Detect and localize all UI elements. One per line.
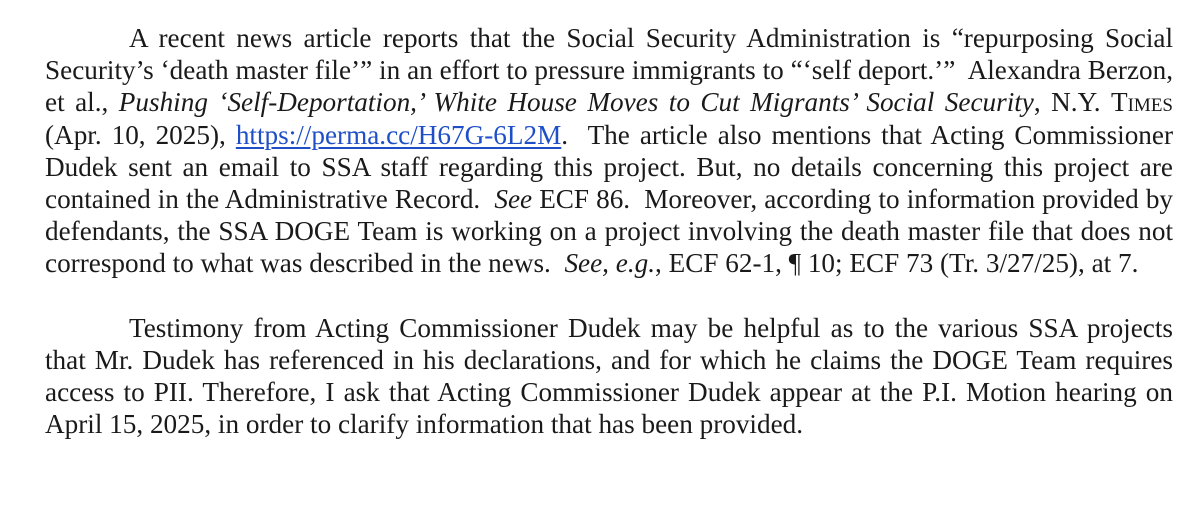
citation-authors: Alexandra Berzon, et al., <box>45 55 1174 118</box>
citation-period: . <box>561 119 569 150</box>
signal-see-eg: See, e.g. <box>564 248 656 279</box>
signal-see: See <box>494 184 533 215</box>
document-page <box>45 22 1173 440</box>
citation-publication-prefix: N.Y. <box>1051 87 1101 118</box>
perma-cc-link[interactable]: https://perma.cc/H67G-6L2M <box>235 119 562 150</box>
paragraph-news-article <box>45 22 1173 280</box>
citation-date: (Apr. 10, 2025), <box>45 119 226 150</box>
paragraph-testimony-request <box>45 312 1173 441</box>
sentence-email-mention: The article also mentions that Acting Commissioner Dudek sent an email to SSA staff regarding this project. But, no details concerning this project are contained in the Administrative Record. <box>45 119 1174 215</box>
reference-ecf-86: ECF 86. <box>539 184 631 215</box>
citation-publication-name: Times <box>1111 87 1174 118</box>
testimony-request-text: Testimony from Acting Commissioner Dudek may be helpful as to the various SSA projects that Mr. Dudek has referenced in his declarations, and for which he claims the DOGE Team requires access to PII. Therefore, I ask that Acting Commissioner Dudek appear at the P.I. Motion hearing on April 15, 2025, in order to clarify information that has been provided. <box>45 312 1173 440</box>
citation-comma: , <box>1033 87 1041 118</box>
sentence-doge-project: Moreover, according to information provided by defendants, the SSA DOGE Team is working on a project involving the death master file that does not correspond to what was described in the news. <box>45 184 1174 279</box>
citation-article-title: Pushing ‘Self-Deportation,’ White House Moves to Cut Migrants’ Social Security <box>118 87 1034 118</box>
sentence-news-report: A recent news article reports that the Social Security Administration is “repurposing Social Security’s ‘death master file’” in an effort to pressure immigrants to “‘self deport.’” <box>45 23 1173 86</box>
reference-ecf-62-73: , ECF 62-1, ¶ 10; ECF 73 (Tr. 3/27/25), at 7. <box>655 248 1139 279</box>
